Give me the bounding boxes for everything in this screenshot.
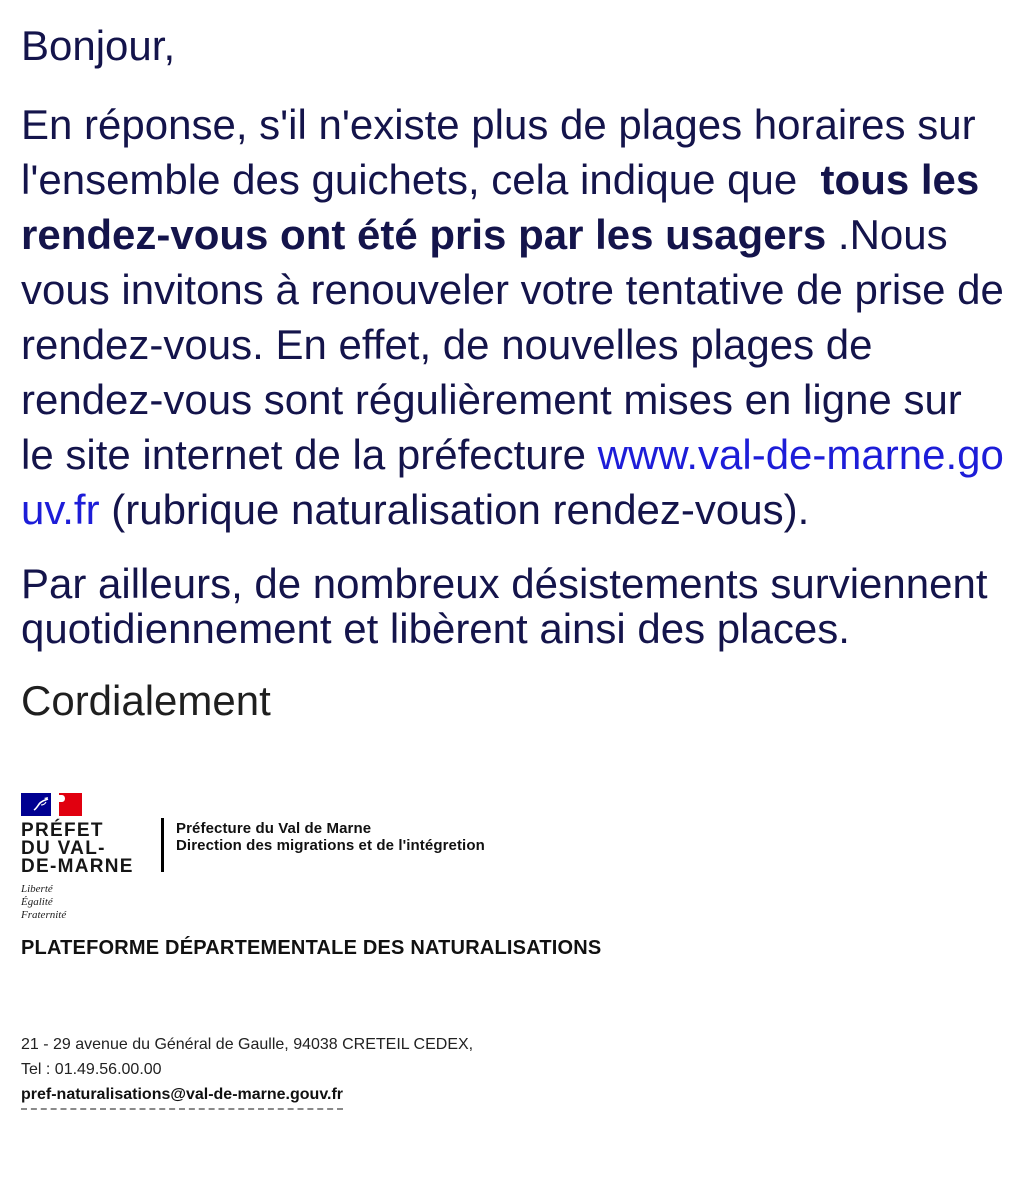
paragraph-cancellations: Par ailleurs, de nombreux désistements surviennent quotidiennement et libèrent ainsi des places. xyxy=(21,560,1000,652)
postal-address: 21 - 29 avenue du Général de Gaulle, 94038 CRETEIL CEDEX, xyxy=(21,1036,474,1053)
vertical-divider xyxy=(161,818,164,872)
email-address-line xyxy=(21,1082,1004,1110)
prefect-name-line: PRÉFET xyxy=(21,820,104,841)
text-segment: tous les rendez-vous ont été pris par les usagers xyxy=(21,156,991,258)
platform-title: PLATEFORME DÉPARTEMENTALE DES NATURALISATIONS xyxy=(21,937,602,959)
department-name xyxy=(176,820,485,854)
website-link[interactable]: www.val-de-marne.gouv.fr xyxy=(21,431,1004,533)
republic-motto xyxy=(21,883,161,922)
text-segment: En réponse, s'il n'existe plus de plages horaires sur l'ensemble des guichets, cela indique que xyxy=(21,101,988,203)
marianne-icon xyxy=(32,796,50,813)
department-line: Préfecture du Val de Marne xyxy=(176,820,372,837)
closing-text: Cordialement xyxy=(21,677,271,724)
prefect-name-line: DU VAL- xyxy=(21,838,106,859)
prefect-name-line: DE-MARNE xyxy=(21,856,134,877)
french-flag-icon xyxy=(21,793,161,816)
greeting-text: Bonjour, xyxy=(21,22,176,69)
contact-block xyxy=(21,1032,1004,1110)
phone-number: Tel : 01.49.56.00.00 xyxy=(21,1061,162,1078)
flag-red-panel xyxy=(59,793,82,816)
motto-line: Égalité xyxy=(21,896,53,908)
motto-line: Fraternité xyxy=(21,909,67,921)
text-segment: (rubrique naturalisation rendez-vous). xyxy=(99,486,810,533)
prefect-logo xyxy=(21,791,161,922)
motto-line: Liberté xyxy=(21,883,53,895)
paragraph-appointments xyxy=(21,97,1016,537)
flag-gap xyxy=(51,793,59,816)
flag-blue-panel xyxy=(21,793,51,816)
signature-header xyxy=(21,791,1004,922)
prefect-name xyxy=(21,822,161,876)
email-link[interactable]: pref-naturalisations@val-de-marne.gouv.fr xyxy=(21,1082,343,1110)
text-segment: .Nous vous invitons à renouveler votre tentative de prise de rendez-vous. En effet, de nouvelles plages de rendez-vous sont régulièrement mises en ligne sur le site internet de la préfecture xyxy=(21,211,1016,478)
department-line: Direction des migrations et de l'intégretion xyxy=(176,837,485,854)
signature-block xyxy=(21,791,1004,1110)
